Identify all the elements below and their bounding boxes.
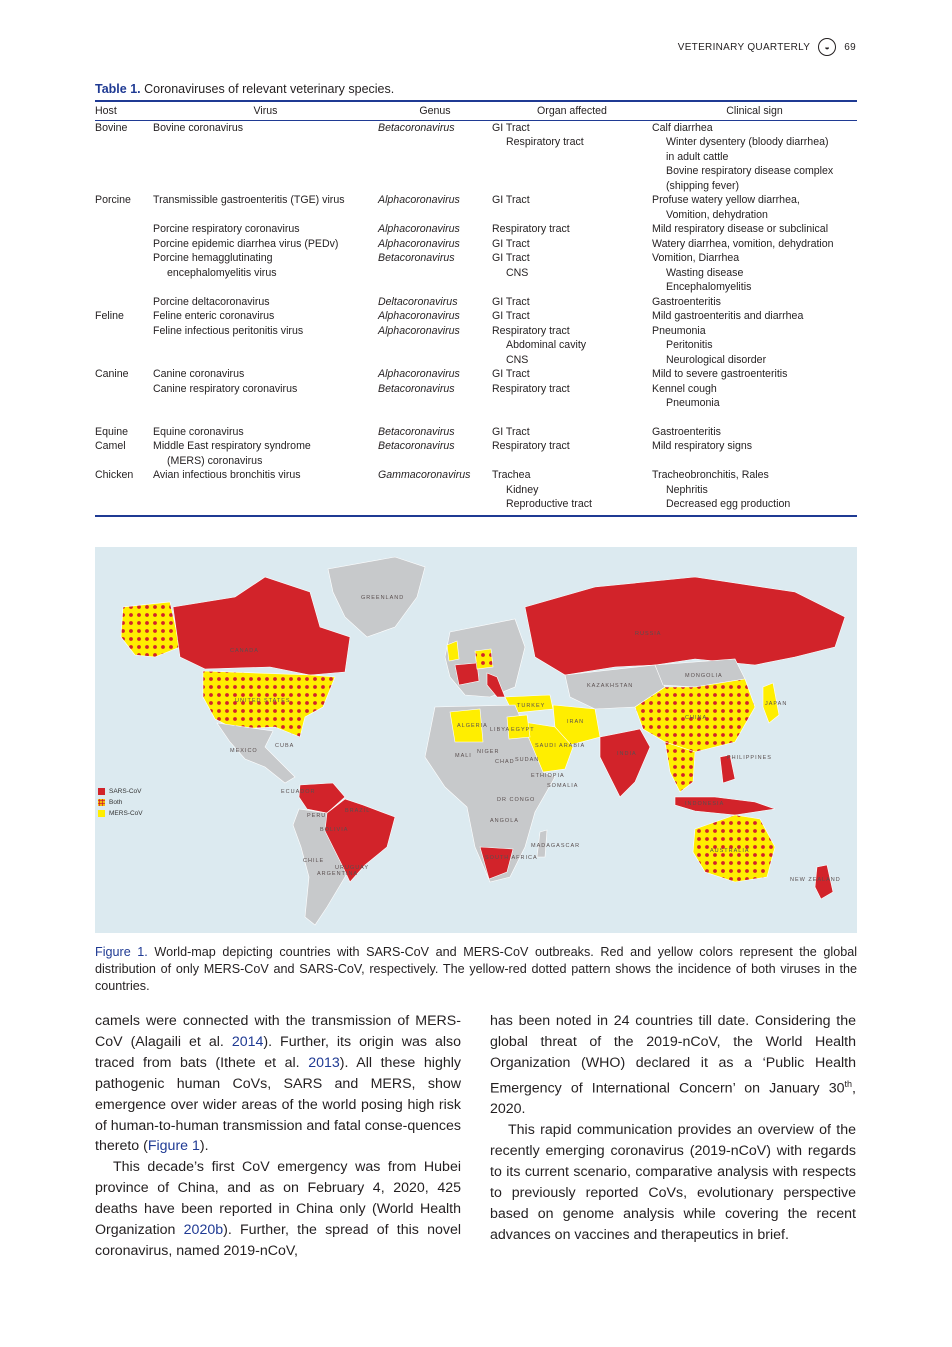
journal-logo-icon: ◒ — [818, 38, 836, 56]
cell-line: in adult cattle — [666, 150, 729, 163]
clinical-sign-cell — [652, 425, 857, 440]
organ-cell — [492, 468, 652, 516]
text-run: ). All these highly pathogenic human CoVs, SARS and MERS, show emergence over wider areas of the world posing high risk of human-to-human transmission and fatal conse-quences thereto ( — [95, 1054, 461, 1155]
table-label: Table 1. — [95, 82, 141, 96]
map-label: URUGUAY — [335, 865, 370, 871]
map-label: MALI — [455, 753, 472, 759]
clinical-sign-cell — [652, 309, 857, 324]
citation-link[interactable]: 2014 — [231, 1033, 264, 1050]
organ-cell — [492, 295, 652, 310]
table-row — [95, 120, 857, 193]
cell-line: GI Tract — [492, 121, 530, 134]
map-label: UNITED STATES — [235, 698, 291, 704]
map-label: ECUADOR — [281, 789, 316, 795]
legend-item-both — [98, 797, 143, 808]
map-label: INDIA — [617, 751, 637, 757]
map-label: SUDAN — [515, 757, 540, 763]
cell-line: Porcine hemagglutinating — [153, 252, 273, 264]
host-cell: Equine — [95, 425, 128, 438]
cell-line: Pneumonia — [652, 324, 706, 337]
genus-cell: Gammacoronavirus — [378, 468, 492, 516]
clinical-sign-cell — [652, 382, 857, 411]
genus-cell: Betacoronavirus — [378, 252, 455, 264]
table-row — [95, 324, 857, 368]
paragraph — [490, 1011, 856, 1120]
host-cell — [95, 222, 153, 237]
host-cell — [95, 295, 153, 310]
virus-cell — [153, 295, 378, 310]
header-organ: Organ affected — [492, 101, 652, 120]
map-label: SAUDI ARABIA — [535, 743, 586, 749]
cell-line: Porcine epidemic diarrhea virus (PEDv) — [153, 237, 339, 250]
cell-line: Abdominal cavity — [506, 339, 587, 351]
genus-cell: Alphacoronavirus — [378, 223, 460, 235]
map-label: CANADA — [230, 648, 259, 654]
map-label: GREENLAND — [361, 595, 405, 601]
host-cell: Bovine — [95, 121, 128, 134]
virus-cell — [153, 251, 378, 295]
clinical-sign-cell — [652, 295, 857, 310]
table-row — [95, 367, 857, 382]
legend-swatch-yellow — [98, 810, 105, 817]
table-title: Coronaviruses of relevant veterinary species. — [144, 82, 395, 96]
table-row — [95, 295, 857, 310]
cell-line: Feline infectious peritonitis virus — [153, 324, 304, 337]
header-clinical-sign: Clinical sign — [652, 101, 857, 120]
cell-line: GI Tract — [492, 252, 530, 264]
alaska-shape — [121, 602, 180, 657]
table-row — [95, 439, 857, 468]
table-row — [95, 468, 857, 516]
map-label: SOMALIA — [547, 783, 579, 789]
cell-line: Peritonitis — [666, 339, 713, 351]
organ-cell — [492, 382, 652, 411]
journal-name: VETERINARY QUARTERLY — [677, 41, 811, 53]
cell-line: GI Tract — [492, 295, 530, 308]
legend-label: MERS-CoV — [109, 810, 143, 817]
legend-label: Both — [109, 799, 123, 806]
cell-line: (shipping fever) — [666, 179, 740, 192]
map-label: INDONESIA — [685, 801, 725, 807]
map-label: CUBA — [275, 743, 295, 749]
cell-line: Bovine respiratory disease complex — [666, 165, 834, 177]
map-label: PERU — [307, 813, 327, 819]
map-label: SOUTH AFRICA — [485, 855, 538, 861]
legend-swatch-red — [98, 788, 105, 795]
organ-cell — [492, 222, 652, 237]
organ-cell — [492, 193, 652, 222]
host-cell: Canine — [95, 368, 129, 380]
table-row — [95, 237, 857, 252]
paragraph: This rapid communication provides an overview of the recently emerging coronavirus (2019-nCoV) with regards to its current scenario, comparative analysis with respects to previously reported CoVs, evolutionary perspective based on genome analysis while covering the recent advances on vaccines and therapeutics in brief. — [490, 1122, 856, 1243]
cell-line: Avian infectious bronchitis virus — [153, 469, 301, 481]
cell-line: Winter dysentery (bloody diarrhea) — [666, 136, 829, 148]
table-body — [95, 120, 857, 516]
map-label: NEW ZEALAND — [790, 877, 841, 883]
clinical-sign-cell — [652, 439, 857, 468]
map-label: CHILE — [303, 858, 325, 864]
cell-line: Watery diarrhea, vomition, dehydration — [652, 237, 834, 250]
cell-line: Mild to severe gastroenteritis — [652, 368, 788, 380]
map-label: NIGER — [477, 749, 500, 755]
virus-cell — [153, 439, 378, 468]
map-label: KAZAKHSTAN — [587, 683, 634, 689]
map-label: ARGENTINA — [317, 871, 359, 877]
table-header-row — [95, 101, 857, 120]
map-label: AUSTRALIA — [710, 848, 750, 854]
map-label: CHINA — [685, 715, 708, 721]
table-caption — [95, 82, 394, 96]
clinical-sign-cell — [652, 120, 857, 193]
table-row — [95, 222, 857, 237]
map-label: IRAN — [567, 719, 585, 725]
genus-cell: Betacoronavirus — [378, 425, 455, 438]
host-cell — [95, 251, 153, 295]
cell-line: Kidney — [506, 483, 539, 496]
header-virus: Virus — [153, 101, 378, 120]
body-column-right — [490, 1011, 856, 1246]
body-column-left — [95, 1011, 461, 1262]
host-cell — [95, 237, 153, 252]
genus-cell: Betacoronavirus — [378, 121, 455, 134]
figure-link[interactable]: Figure 1 — [147, 1138, 200, 1155]
cell-line: Respiratory tract — [506, 136, 584, 148]
cell-line: GI Tract — [492, 237, 530, 250]
cell-line: Respiratory tract — [492, 223, 570, 235]
map-label: MADAGASCAR — [531, 843, 581, 849]
virus-cell — [153, 193, 378, 222]
genus-cell: Betacoronavirus — [378, 440, 455, 452]
clinical-sign-cell — [652, 237, 857, 252]
figure-caption — [95, 944, 857, 995]
organ-cell — [492, 367, 652, 382]
text-run: ). Further, its origin was also traced from bats (Ithete et al. — [95, 1033, 462, 1071]
cell-line: Profuse watery yellow diarrhea, — [652, 194, 800, 206]
cell-line: Vomition, Diarrhea — [652, 252, 740, 264]
cell-line: Porcine respiratory coronavirus — [153, 223, 300, 235]
cell-line: GI Tract — [492, 368, 530, 380]
genus-cell: Alphacoronavirus — [378, 194, 460, 206]
paragraph — [95, 1011, 461, 1157]
cell-line: GI Tract — [492, 425, 530, 438]
cell-line: Gastroenteritis — [652, 295, 721, 308]
virus-cell — [153, 367, 378, 382]
header-host: Host — [95, 101, 153, 120]
cell-line: Decreased egg production — [666, 498, 791, 510]
cell-line: Mild gastroenteritis and diarrhea — [652, 310, 804, 322]
cell-line: Calf diarrhea — [652, 121, 713, 134]
virus-cell — [153, 468, 378, 516]
coronavirus-table — [95, 100, 857, 517]
organ-cell — [492, 120, 652, 193]
figure-label: Figure 1. — [95, 945, 148, 959]
host-cell — [95, 382, 153, 411]
clinical-sign-cell — [652, 468, 857, 516]
organ-cell — [492, 425, 652, 440]
map-label: MEXICO — [230, 748, 258, 754]
organ-cell — [492, 324, 652, 368]
cell-line: (MERS) coronavirus — [167, 454, 263, 467]
map-label: ALGERIA — [457, 723, 488, 729]
map-label: LIBYA — [490, 727, 511, 733]
cell-line: Canine coronavirus — [153, 368, 245, 380]
text-run: ). — [199, 1138, 209, 1155]
cell-line: Mild respiratory signs — [652, 440, 753, 452]
genus-cell: Alphacoronavirus — [378, 310, 460, 322]
virus-cell — [153, 382, 378, 411]
clinical-sign-cell — [652, 222, 857, 237]
genus-cell: Alphacoronavirus — [378, 324, 460, 337]
cell-line: Middle East respiratory syndrome — [153, 440, 311, 452]
host-cell: Porcine — [95, 194, 131, 206]
cell-line: Porcine deltacoronavirus — [153, 295, 270, 308]
world-map-figure — [95, 547, 857, 933]
paragraph — [95, 1157, 461, 1262]
figure-caption-text: World-map depicting countries with SARS-CoV and MERS-CoV outbreaks. Red and yellow colors represent the global distribution of only MERS-CoV and SARS-CoV, respectively. The yellow-red dotted pattern shows the incidence of both viruses in the countries. — [95, 945, 858, 993]
organ-cell — [492, 439, 652, 468]
virus-cell — [153, 324, 378, 368]
cell-line: Vomition, dehydration — [666, 208, 768, 221]
cell-line: encephalomyelitis virus — [167, 266, 277, 279]
cell-line: Neurological disorder — [666, 353, 767, 366]
page-number: 69 — [844, 41, 856, 53]
map-label: EGYPT — [511, 727, 535, 733]
genus-cell: Betacoronavirus — [378, 382, 455, 395]
map-label: ANGOLA — [490, 818, 519, 824]
running-head — [678, 38, 856, 56]
legend-item-sars — [98, 786, 143, 797]
cell-line: Respiratory tract — [492, 324, 570, 337]
map-label: BOLIVIA — [320, 827, 349, 833]
cell-line: CNS — [506, 353, 529, 366]
cell-line: Tracheobronchitis, Rales — [652, 469, 769, 481]
virus-cell — [153, 425, 378, 440]
spacer-cell — [95, 411, 857, 425]
cell-line: Gastroenteritis — [652, 425, 721, 438]
table-row — [95, 425, 857, 440]
cell-line: Reproductive tract — [506, 498, 592, 510]
host-cell — [95, 324, 153, 368]
header-genus: Genus — [378, 101, 492, 120]
map-label: PHILIPPINES — [727, 755, 772, 761]
legend-label: SARS-CoV — [109, 788, 142, 795]
host-cell: Feline — [95, 310, 124, 322]
clinical-sign-cell — [652, 193, 857, 222]
cell-line: Respiratory tract — [492, 440, 570, 452]
cell-line: Kennel cough — [652, 382, 717, 395]
cell-line: Encephalomyelitis — [666, 281, 752, 293]
cell-line: GI Tract — [492, 194, 530, 206]
map-label: TURKEY — [517, 703, 546, 709]
text-run: ). Further, the spread of this novel coronavirus, named 2019-nCoV, — [95, 1222, 461, 1259]
map-label: BRAZIL — [345, 808, 371, 814]
clinical-sign-cell — [652, 367, 857, 382]
cell-line: CNS — [506, 266, 529, 279]
text-run: This decade’s first CoV emergency was from Hubei province of China, and as on February 4, 2020, 425 deaths have been reported in China only (World Health Organization — [95, 1159, 461, 1239]
map-label: MONGOLIA — [685, 673, 723, 679]
table-row — [95, 309, 857, 324]
text-run: camels were connected with the transmission of MERS-CoV (Alagaili et al. — [95, 1013, 461, 1050]
cell-line: Canine respiratory coronavirus — [153, 382, 298, 395]
virus-cell — [153, 309, 378, 324]
organ-cell — [492, 309, 652, 324]
organ-cell — [492, 251, 652, 295]
map-label: JAPAN — [765, 701, 788, 707]
cell-line: Feline enteric coronavirus — [153, 310, 275, 322]
virus-cell — [153, 120, 378, 193]
cell-line: Respiratory tract — [492, 382, 570, 395]
map-legend — [98, 786, 143, 819]
genus-cell: Alphacoronavirus — [378, 368, 460, 380]
cell-line: Pneumonia — [666, 397, 720, 409]
table-row — [95, 193, 857, 222]
cell-line: Mild respiratory disease or subclinical — [652, 223, 829, 235]
organ-cell — [492, 237, 652, 252]
genus-cell: Deltacoronavirus — [378, 295, 458, 308]
cell-line: Trachea — [492, 469, 531, 481]
germany-shape — [475, 649, 493, 669]
genus-cell: Alphacoronavirus — [378, 237, 460, 250]
citation-link[interactable]: 2013 — [308, 1054, 340, 1071]
superscript: th — [844, 1078, 853, 1089]
cell-line: Nephritis — [666, 483, 708, 496]
cell-line: Wasting disease — [666, 266, 744, 279]
table-row — [95, 382, 857, 411]
host-cell: Camel — [95, 440, 126, 452]
cell-line: Transmissible gastroenteritis (TGE) virus — [153, 194, 345, 206]
cell-line: GI Tract — [492, 310, 530, 322]
text-run: , 2020. — [490, 1080, 856, 1118]
citation-link[interactable]: 2020b — [183, 1222, 224, 1239]
map-label: CHAD — [495, 759, 515, 765]
host-cell: Chicken — [95, 468, 153, 516]
map-label: DR CONGO — [497, 797, 536, 803]
clinical-sign-cell — [652, 251, 857, 295]
cell-line: Equine coronavirus — [153, 425, 244, 438]
legend-swatch-dotted — [98, 799, 105, 806]
table-spacer-row — [95, 411, 857, 425]
virus-cell — [153, 222, 378, 237]
france-shape — [455, 663, 479, 685]
text-run: has been noted in 24 countries till date. Considering the global threat of the 2019-nCoV, the World Health Organization (WHO) declared it as a ‘Public Health Emergency of International Concern’ on January 30 — [490, 1013, 856, 1097]
uk-shape — [447, 641, 459, 661]
cell-line: Bovine coronavirus — [153, 121, 244, 134]
map-label: RUSSIA — [635, 631, 662, 637]
table-row — [95, 251, 857, 295]
legend-item-mers — [98, 808, 143, 819]
world-map — [95, 547, 857, 933]
virus-cell — [153, 237, 378, 252]
clinical-sign-cell — [652, 324, 857, 368]
map-label: ETHIOPIA — [531, 773, 565, 779]
